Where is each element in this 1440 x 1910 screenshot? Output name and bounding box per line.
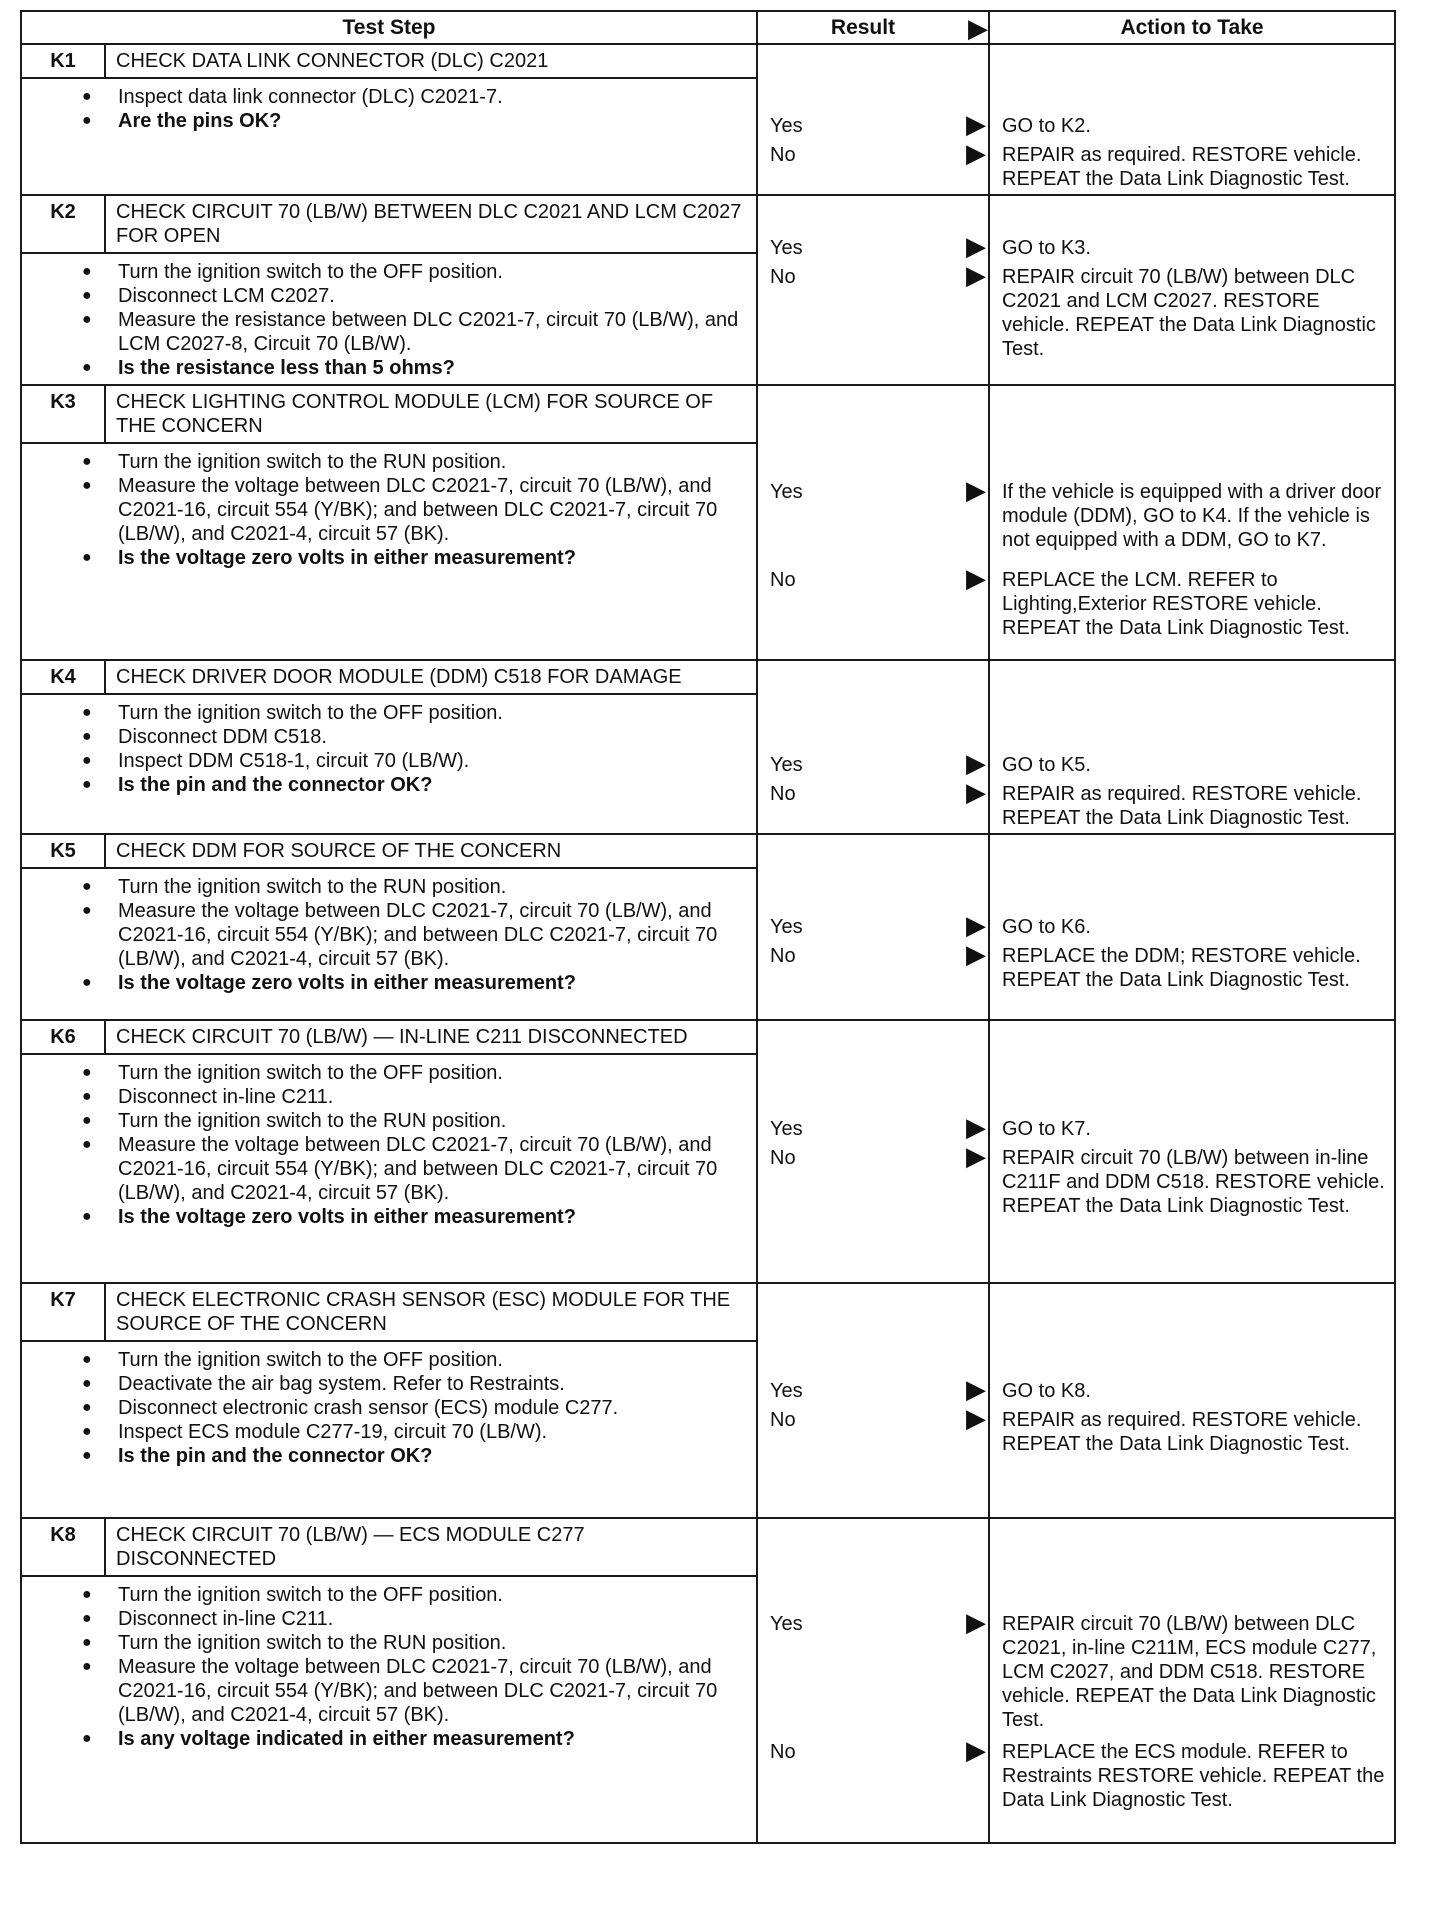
arrow-right-icon: ▶: [966, 260, 986, 290]
result-no: No: [770, 945, 796, 967]
step-title: CHECK CIRCUIT 70 (LB/W) — IN-LINE C211 DISCONNECTED: [116, 1026, 688, 1048]
step-instruction: ● Disconnect in-line C211.: [118, 1085, 744, 1109]
step-header: [22, 835, 756, 869]
step-cell-k1: [21, 44, 757, 195]
step-question: ● Are the pins OK?: [118, 109, 744, 133]
step-header: [22, 1021, 756, 1055]
step-instruction: ● Inspect ECS module C277-19, circuit 70 (LB/W).: [118, 1420, 744, 1444]
arrow-right-icon: ▶: [966, 109, 986, 139]
action-yes: GO to K5.: [1002, 754, 1091, 776]
step-id: K1: [22, 45, 106, 77]
step-header: [22, 1519, 756, 1577]
step-instruction: ● Turn the ignition switch to the OFF position.: [118, 1583, 744, 1607]
result-yes: Yes: [770, 237, 803, 259]
result-no: No: [770, 1147, 796, 1169]
arrow-right-icon: ▶: [966, 1112, 986, 1142]
step-instruction: ● Measure the resistance between DLC C2021-7, circuit 70 (LB/W), and LCM C2027-8, Circuit 70 (LB/W).: [118, 308, 744, 356]
result-yes: Yes: [770, 1118, 803, 1140]
step-instruction: ● Turn the ignition switch to the RUN position.: [118, 450, 744, 474]
arrow-right-icon: ▶: [966, 939, 986, 969]
result-yes: Yes: [770, 481, 803, 503]
step-instruction: ● Turn the ignition switch to the OFF position.: [118, 1061, 744, 1085]
step-question: ● Is the pin and the connector OK?: [118, 1444, 744, 1468]
result-yes: Yes: [770, 115, 803, 137]
result-no: No: [770, 783, 796, 805]
step-question: ● Is the voltage zero volts in either measurement?: [118, 546, 744, 570]
action-no: REPLACE the DDM; RESTORE vehicle. REPEAT the Data Link Diagnostic Test.: [1002, 945, 1361, 991]
action-cell-k2: [989, 195, 1395, 385]
step-instruction: ● Turn the ignition switch to the OFF position.: [118, 1348, 744, 1372]
arrow-right-icon: ▶: [966, 1607, 986, 1637]
result-no: No: [770, 1741, 796, 1763]
step-instruction: ● Disconnect in-line C211.: [118, 1607, 744, 1631]
arrow-right-icon: ▶: [966, 563, 986, 593]
result-no: No: [770, 266, 796, 288]
result-cell-k5: [757, 834, 989, 1020]
result-header-label: Result: [830, 15, 896, 39]
result-yes: Yes: [770, 916, 803, 938]
step-header: [22, 1284, 756, 1342]
step-id: K7: [22, 1284, 106, 1340]
result-yes: Yes: [770, 1613, 803, 1635]
action-yes: GO to K6.: [1002, 916, 1091, 938]
step-title: CHECK ELECTRONIC CRASH SENSOR (ESC) MODULE FOR THE SOURCE OF THE CONCERN: [116, 1289, 731, 1335]
step-row-k2: [21, 195, 1395, 385]
step-instruction: ● Disconnect electronic crash sensor (ECS) module C277.: [118, 1396, 744, 1420]
step-instructions: [22, 695, 756, 801]
step-question: ● Is the voltage zero volts in either measurement?: [118, 1205, 744, 1229]
step-id: K3: [22, 386, 106, 442]
step-row-k5: [21, 834, 1395, 1020]
result-yes: Yes: [770, 1380, 803, 1402]
step-instruction: ● Inspect DDM C518-1, circuit 70 (LB/W).: [118, 749, 744, 773]
action-cell-k7: [989, 1283, 1395, 1518]
arrow-right-icon: ▶: [966, 1374, 986, 1404]
action-header: Action to Take: [989, 11, 1395, 44]
step-cell-k4: [21, 660, 757, 834]
step-instruction: ● Turn the ignition switch to the OFF position.: [118, 260, 744, 284]
step-title: CHECK LIGHTING CONTROL MODULE (LCM) FOR SOURCE OF THE CONCERN: [116, 391, 714, 437]
result-no: No: [770, 569, 796, 591]
result-cell-k6: [757, 1020, 989, 1283]
action-yes: If the vehicle is equipped with a driver door module (DDM), GO to K4. If the vehicle is not equipped with a DDM, GO to K7.: [1002, 481, 1382, 551]
action-yes: GO to K3.: [1002, 237, 1091, 259]
step-instruction: ● Turn the ignition switch to the RUN position.: [118, 875, 744, 899]
step-title: CHECK DRIVER DOOR MODULE (DDM) C518 FOR DAMAGE: [116, 666, 682, 688]
result-cell-k8: [757, 1518, 989, 1843]
step-instruction: ● Disconnect DDM C518.: [118, 725, 744, 749]
arrow-right-icon: ▶: [966, 910, 986, 940]
step-instruction: ● Turn the ignition switch to the RUN position.: [118, 1109, 744, 1133]
step-instructions: [22, 1342, 756, 1472]
step-row-k3: [21, 385, 1395, 660]
step-id: K8: [22, 1519, 106, 1575]
result-no: No: [770, 1409, 796, 1431]
action-no: REPLACE the LCM. REFER to Lighting,Exterior RESTORE vehicle. REPEAT the Data Link Diagnostic Test.: [1002, 569, 1350, 639]
step-instruction: ● Measure the voltage between DLC C2021-7, circuit 70 (LB/W), and C2021-16, circuit 554 (Y/BK); and between DLC C2021-7, circuit 70 (LB/W), and C2021-4, circuit 57 (BK).: [118, 899, 744, 971]
step-instructions: [22, 1577, 756, 1755]
diagnostic-table: [20, 10, 1396, 1844]
result-cell-k2: [757, 195, 989, 385]
step-instruction: ● Disconnect LCM C2027.: [118, 284, 744, 308]
arrow-right-icon: ▶: [966, 231, 986, 261]
result-cell-k1: [757, 44, 989, 195]
step-instruction: ● Turn the ignition switch to the OFF position.: [118, 701, 744, 725]
step-id: K5: [22, 835, 106, 867]
step-instructions: [22, 1055, 756, 1233]
step-row-k4: [21, 660, 1395, 834]
step-instruction: ● Inspect data link connector (DLC) C2021-7.: [118, 85, 744, 109]
action-cell-k3: [989, 385, 1395, 660]
step-title: CHECK CIRCUIT 70 (LB/W) — ECS MODULE C277 DISCONNECTED: [116, 1524, 585, 1570]
result-cell-k4: [757, 660, 989, 834]
action-no: REPLACE the ECS module. REFER to Restraints RESTORE vehicle. REPEAT the Data Link Diagnostic Test.: [1002, 1741, 1385, 1811]
step-question: ● Is the voltage zero volts in either measurement?: [118, 971, 744, 995]
step-id: K4: [22, 661, 106, 693]
arrow-right-icon: ▶: [966, 475, 986, 505]
step-title: CHECK DDM FOR SOURCE OF THE CONCERN: [116, 840, 562, 862]
test-step-header: Test Step: [21, 11, 757, 44]
step-header: [22, 196, 756, 254]
step-question: ● Is the resistance less than 5 ohms?: [118, 356, 744, 380]
step-title: CHECK DATA LINK CONNECTOR (DLC) C2021: [116, 50, 549, 72]
step-cell-k6: [21, 1020, 757, 1283]
result-cell-k3: [757, 385, 989, 660]
step-title: CHECK CIRCUIT 70 (LB/W) BETWEEN DLC C2021 AND LCM C2027 FOR OPEN: [116, 201, 742, 247]
step-header: [22, 386, 756, 444]
action-cell-k8: [989, 1518, 1395, 1843]
arrow-right-icon: ▶: [966, 777, 986, 807]
step-question: ● Is the pin and the connector OK?: [118, 773, 744, 797]
step-instruction: ● Measure the voltage between DLC C2021-7, circuit 70 (LB/W), and C2021-16, circuit 554 (Y/BK); and between DLC C2021-7, circuit 70 (LB/W), and C2021-4, circuit 57 (BK).: [118, 474, 744, 546]
step-cell-k8: [21, 1518, 757, 1843]
action-cell-k1: [989, 44, 1395, 195]
arrow-right-icon: ▶: [966, 1141, 986, 1171]
step-instruction: ● Measure the voltage between DLC C2021-7, circuit 70 (LB/W), and C2021-16, circuit 554 (Y/BK); and between DLC C2021-7, circuit 70 (LB/W), and C2021-4, circuit 57 (BK).: [118, 1133, 744, 1205]
step-question: ● Is any voltage indicated in either measurement?: [118, 1727, 744, 1751]
action-no: REPAIR as required. RESTORE vehicle. REPEAT the Data Link Diagnostic Test.: [1002, 783, 1362, 829]
arrow-right-icon: ▶: [966, 1403, 986, 1433]
action-cell-k5: [989, 834, 1395, 1020]
action-cell-k4: [989, 660, 1395, 834]
action-yes: GO to K8.: [1002, 1380, 1091, 1402]
step-row-k6: [21, 1020, 1395, 1283]
result-no: No: [770, 144, 796, 166]
action-no: REPAIR as required. RESTORE vehicle. REPEAT the Data Link Diagnostic Test.: [1002, 144, 1362, 190]
step-instruction: ● Turn the ignition switch to the RUN position.: [118, 1631, 744, 1655]
step-instructions: [22, 79, 756, 137]
action-yes: REPAIR circuit 70 (LB/W) between DLC C2021, in-line C211M, ECS module C277, LCM C2027, and DDM C518. RESTORE vehicle. REPEAT the Data Link Diagnostic Test.: [1002, 1613, 1377, 1731]
step-instructions: [22, 869, 756, 999]
result-header: [757, 11, 989, 44]
action-yes: GO to K7.: [1002, 1118, 1091, 1140]
step-id: K6: [22, 1021, 106, 1053]
step-instructions: [22, 444, 756, 574]
step-cell-k2: [21, 195, 757, 385]
result-cell-k7: [757, 1283, 989, 1518]
step-instruction: ● Measure the voltage between DLC C2021-7, circuit 70 (LB/W), and C2021-16, circuit 554 (Y/BK); and between DLC C2021-7, circuit 70 (LB/W), and C2021-4, circuit 57 (BK).: [118, 1655, 744, 1727]
step-cell-k7: [21, 1283, 757, 1518]
action-yes: GO to K2.: [1002, 115, 1091, 137]
step-cell-k5: [21, 834, 757, 1020]
action-no: REPAIR circuit 70 (LB/W) between in-line C211F and DDM C518. RESTORE vehicle. REPEAT the Data Link Diagnostic Test.: [1002, 1147, 1385, 1217]
step-header: [22, 661, 756, 695]
step-instructions: [22, 254, 756, 384]
step-row-k8: [21, 1518, 1395, 1843]
action-no: REPAIR circuit 70 (LB/W) between DLC C2021 and LCM C2027. RESTORE vehicle. REPEAT the Data Link Diagnostic Test.: [1002, 266, 1376, 360]
step-id: K2: [22, 196, 106, 252]
arrow-right-icon: ▶: [966, 748, 986, 778]
header-row: [21, 11, 1395, 44]
arrow-right-icon: ▶: [968, 12, 988, 43]
arrow-right-icon: ▶: [966, 1735, 986, 1765]
step-instruction: ● Deactivate the air bag system. Refer to Restraints.: [118, 1372, 744, 1396]
action-cell-k6: [989, 1020, 1395, 1283]
step-header: [22, 45, 756, 79]
action-no: REPAIR as required. RESTORE vehicle. REPEAT the Data Link Diagnostic Test.: [1002, 1409, 1362, 1455]
arrow-right-icon: ▶: [966, 138, 986, 168]
step-row-k7: [21, 1283, 1395, 1518]
result-yes: Yes: [770, 754, 803, 776]
step-row-k1: [21, 44, 1395, 195]
step-cell-k3: [21, 385, 757, 660]
